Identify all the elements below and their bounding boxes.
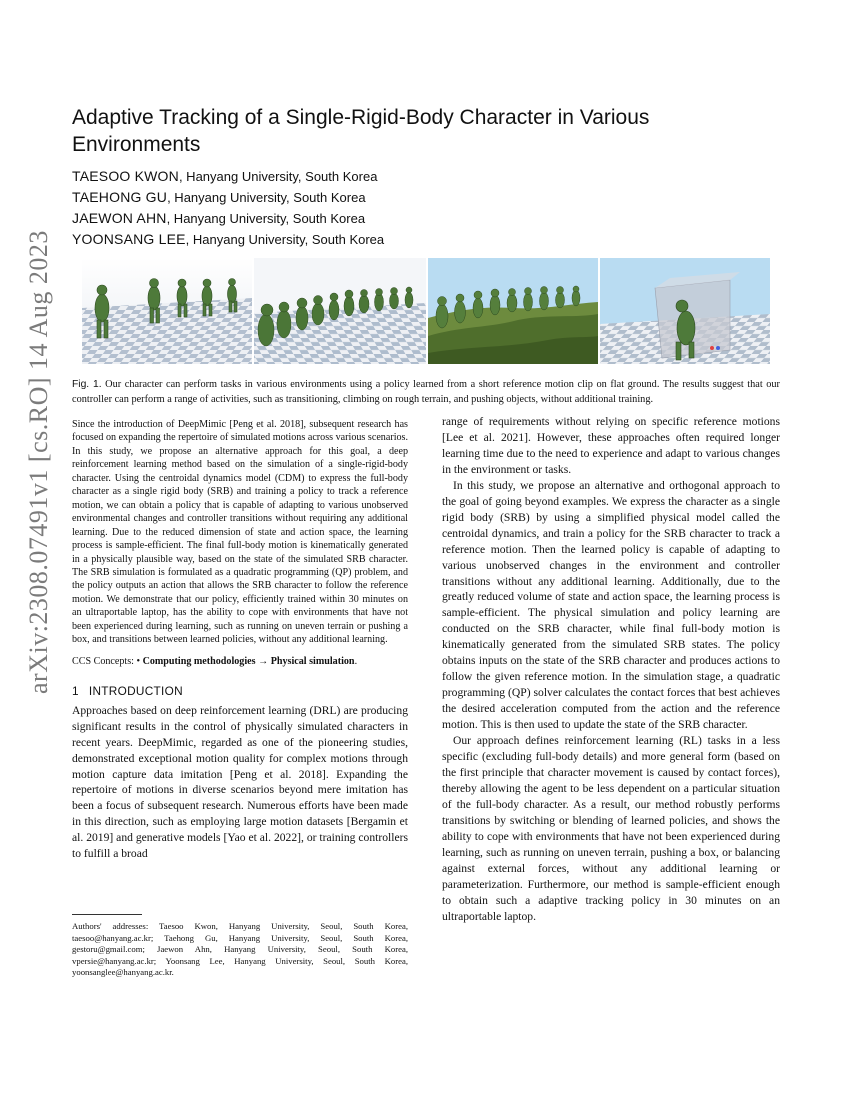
figure-panel-flat-ground <box>82 258 252 364</box>
author-list <box>72 166 384 250</box>
figure-panel-rough-terrain <box>428 258 598 364</box>
author-name: TAESOO KWON <box>72 168 179 184</box>
author-name: JAEWON AHN <box>72 210 167 226</box>
author-line <box>72 187 384 208</box>
author-name: TAEHONG GU <box>72 189 168 205</box>
author-affiliation: , Hanyang University, South Korea <box>185 232 385 247</box>
left-column <box>72 418 408 862</box>
paper-title: Adaptive Tracking of a Single-Rigid-Body Character in Various Environments <box>72 106 650 156</box>
author-affiliation: , Hanyang University, South Korea <box>178 169 378 184</box>
figure-panel-box-pushing <box>600 258 770 364</box>
arxiv-stamp <box>24 230 53 800</box>
intro-paragraph: range of requirements without relying on specific reference motions [Lee et al. 2021]. However, these approaches often required longer learning time due to the need to experience and adapt to various changes in the environment or tasks. <box>442 415 780 476</box>
author-line <box>72 229 384 250</box>
author-affiliation: , Hanyang University, South Korea <box>167 190 366 205</box>
author-name: YOONSANG LEE <box>72 231 186 247</box>
arxiv-stamp-text: arXiv:2308.07491v1 [cs.RO] 14 Aug 2023 <box>24 230 53 694</box>
footnote-rule <box>72 914 142 915</box>
ccs-suffix: . <box>354 655 358 667</box>
teaser-figure <box>82 258 770 364</box>
ccs-concepts <box>72 655 408 668</box>
section-title: INTRODUCTION <box>88 683 183 698</box>
intro-paragraph: In this study, we propose an alternative and orthogonal approach to the goal of going beyond examples. We express the character as a single rigid body (SRB) by using a simplified physical model called the centroidal dynamics, and train a policy for the SRB character to track a reference motion. Then the learned policy is capable of adapting to various unobserved changes in the environment and controller transitions without any additional learning. Additionally, due to the greatly reduced volume of state and action space, the learning process is sample-efficient. The physical simulation and policy learning are conducted on the SRB character, while final full-body motion is kinematically generated from the simulated SRB states. The policy obtains inputs on the state of the SRB character and produces actions to follow the given reference motion. In the simulation stage, a quadratic programming (QP) solver calculates the contact forces that best achieves the desired acceleration computed from the action and the reference motion. This is then used to update the state of the SRB character. <box>442 478 780 732</box>
author-addresses-footnote: Authors' addresses: Taesoo Kwon, Hanyang University, Seoul, South Korea, taesoo@hanyang.ac.kr; Taehong Gu, Hanyang University, Seoul, South Korea, gestoru@gmail.com; Jaewon Ahn, Hanyang University, Seoul, South Korea, vpersie@hanyang.ac.kr; Yoonsang Lee, Hanyang University, Seoul, South Korea, yoonsanglee@hanyang.ac.kr. <box>72 921 408 977</box>
author-line <box>72 166 384 187</box>
right-column <box>442 414 780 925</box>
intro-paragraph: Approaches based on deep reinforcement learning (DRL) are producing significant results in the control of physically simulated characters in recent years. DeepMimic, regarded as one of the pioneering studies, demonstrated exceptional motion quality for complex motions through motion capture data imitation [Peng et al. 2018]. Expanding the repertoire of motions in diverse scenarios beyond mere imitation has been a focus of subsequent research. Numerous efforts have been made in this direction, such as employing large motion datasets [Bergamin et al. 2019] and generative models [Yao et al. 2022], or training controllers to fulfill a broad <box>72 703 408 861</box>
figure-panel-running <box>254 258 426 364</box>
author-affiliation: , Hanyang University, South Korea <box>166 211 366 226</box>
section-heading <box>72 684 408 698</box>
figure-label: Fig. 1. <box>72 379 102 390</box>
author-line <box>72 208 384 229</box>
figure-caption <box>72 378 780 407</box>
abstract: Since the introduction of DeepMimic [Peng et al. 2018], subsequent research has focused on expanding the repertoire of simulated motions across various scenarios. In this study, we propose an alternative approach for this goal, a deep reinforcement learning method based on the simulation of a single-rigid-body character. Using the centroidal dynamics model (CDM) to express the full-body character as a single rigid body (SRB) and training a policy to track a reference motion, we can obtain a policy that is capable of adapting to various unobserved environmental changes and controller transitions without requiring any additional learning. Due to the reduced dimension of state and action space, the learning process is sample-efficient. The final full-body motion is kinematically generated in a physically plausible way, based on the state of the simulated SRB character. The SRB simulation is formulated as a quadratic programming (QP) problem, and the policy outputs an action that allows the SRB character to follow the reference motion. We demonstrate that our policy, efficiently trained within 30 minutes on an ultraportable laptop, has the ability to cope with environments that have not been experienced during learning, such as running on uneven terrain or pushing a box, and transitions between learned policies, without any additional learning. <box>72 419 408 646</box>
intro-paragraph: Our approach defines reinforcement learning (RL) tasks in a less specific (excluding full-body details) and more general form (based on the first principle that character movement is caused by contact forces), thereby allowing the agent to be less dependent on a particular situation of the full-body character. As a result, our method robustly performs transitions by switching or blending of learned policies, and shows the ability to cope with environments that have not been experienced during learning, such as running on uneven terrain, pushing a box, or balancing against external forces, without any additional learning or parameterization. Furthermore, our method is sample-efficient enough to obtain such a adaptive tracking policy in 30 minutes on an ultraportable laptop. <box>442 734 780 923</box>
section-number: 1 <box>72 683 79 698</box>
figure-caption-text: Our character can perform tasks in various environments using a policy learned from a short reference motion clip on flat ground. The results suggest that our controller can perform a range of activities, such as transitioning, climbing on rough terrain, and pushing objects, without additional training. <box>72 379 780 405</box>
ccs-prefix: CCS Concepts: • <box>72 655 143 667</box>
ccs-concept: Computing methodologies → Physical simulation <box>142 655 355 667</box>
